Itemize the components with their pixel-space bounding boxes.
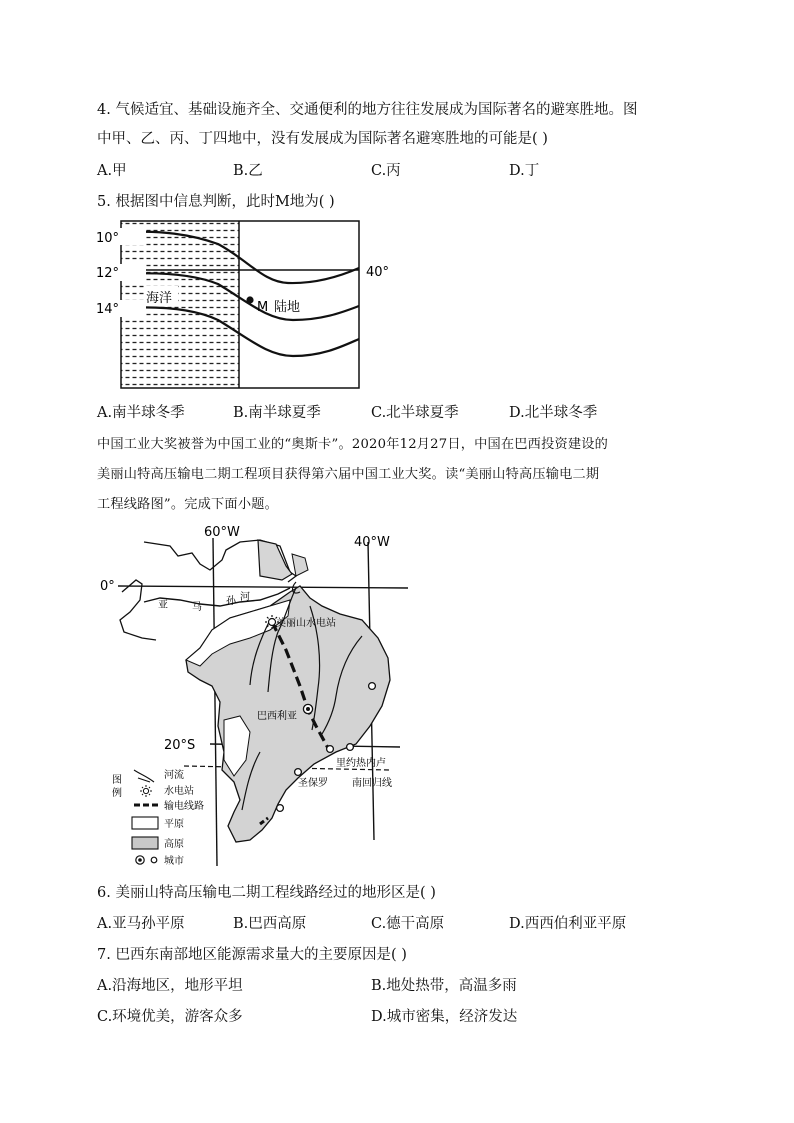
passage-line2: 美丽山特高压输电二期工程项目获得第六届中国工业大奖。读“美丽山特高压输电二期	[97, 467, 600, 482]
lat-label-0: 0°	[100, 579, 115, 594]
ne-city-icon	[369, 683, 376, 690]
rio-label: 里约热内卢	[336, 758, 386, 769]
passage-line3: 工程线路图”。完成下面小题。	[97, 497, 278, 512]
legend-plateau-icon	[132, 837, 158, 849]
capital-city-icon	[303, 704, 312, 713]
western-border	[120, 580, 156, 640]
q7-options-row2	[97, 1005, 717, 1027]
q4-options	[97, 159, 717, 181]
south-city-icon	[277, 805, 284, 812]
legend-city: 城市	[164, 856, 184, 867]
legend-hydro: 水电站	[164, 786, 194, 797]
lat-label-20s: 20°S	[164, 738, 196, 753]
legend-city-icon	[136, 856, 157, 864]
equator-line	[118, 586, 408, 588]
passage-line1: 中国工业大奖被誉为中国工业的“奥斯卡”。2020年12月27日，中国在巴西投资建设的	[97, 437, 609, 452]
legend-line: 输电线路	[164, 801, 204, 812]
q4-stem-line1: 4. 气候适宜、基础设施齐全、交通便利的地方往往发展成为国际著名的避寒胜地。图	[97, 102, 638, 118]
q4-option-a[interactable]: A.甲	[97, 163, 127, 179]
q5-option-b[interactable]: B.南半球夏季	[233, 405, 321, 421]
brazil-transmission-map	[100, 520, 420, 866]
point-m	[246, 296, 253, 303]
q4-option-d[interactable]: D.丁	[509, 163, 540, 179]
q5-option-c[interactable]: C.北半球夏季	[371, 405, 459, 421]
q5-stem: 5. 根据图中信息判断，此时M地为( )	[97, 194, 335, 210]
isotherm-label-14: 14°	[96, 302, 120, 317]
q7-option-b[interactable]: B.地处热带，高温多雨	[371, 978, 517, 994]
q4-option-c[interactable]: C.丙	[371, 163, 401, 179]
legend-plateau: 高原	[164, 839, 184, 850]
q6-option-c[interactable]: C.德干高原	[371, 916, 445, 932]
isotherm-figure	[96, 220, 398, 392]
q6-option-a[interactable]: A.亚马孙平原	[97, 916, 185, 932]
q7-stem: 7. 巴西东南部地区能源需求量大的主要原因是( )	[97, 947, 407, 963]
legend-title-2: 例	[112, 788, 122, 799]
coast-city-icon	[347, 744, 354, 751]
land-label: 陆地	[274, 300, 301, 315]
tropic-label: 南回归线	[352, 778, 392, 789]
isotherm-label-10: 10°	[96, 231, 120, 246]
q6-stem: 6. 美丽山特高压输电二期工程线路经过的地形区是( )	[97, 885, 436, 901]
brasilia-label: 巴西利亚	[257, 711, 297, 722]
q5-options	[97, 401, 717, 423]
lon-label-60w: 60°W	[204, 525, 240, 540]
legend-plain: 平原	[164, 819, 184, 830]
legend-title-1: 图	[112, 775, 122, 786]
lon-label-40w: 40°W	[354, 535, 390, 550]
q4-option-b[interactable]: B.乙	[233, 163, 263, 179]
legend-plain-icon	[132, 817, 158, 829]
q6-option-b[interactable]: B.巴西高原	[233, 916, 307, 932]
river-char-4: 河	[240, 592, 250, 603]
q7-option-d[interactable]: D.城市密集，经济发达	[371, 1009, 518, 1025]
q6-option-d[interactable]: D.西西伯利亚平原	[509, 916, 627, 932]
saopaulo-label: 圣保罗	[298, 778, 328, 789]
hydro-station-label: 美丽山水电站	[276, 618, 336, 629]
legend-river-icon	[134, 770, 154, 782]
ocean-label: 海洋	[146, 291, 173, 306]
river-char-1: 亚	[158, 600, 168, 611]
point-m-label: M	[257, 300, 269, 315]
isotherm-label-12: 12°	[96, 266, 120, 281]
q7-option-c[interactable]: C.环境优美，游客众多	[97, 1009, 243, 1025]
legend-hydro-icon	[140, 785, 152, 797]
q4-stem-line2: 中甲、乙、丙、丁四地中，没有发展成为国际著名避寒胜地的可能是( )	[97, 131, 548, 147]
q5-option-a[interactable]: A.南半球冬季	[97, 405, 185, 421]
rio-city-icon	[327, 746, 334, 753]
river-char-2: 马	[192, 602, 202, 613]
q6-options	[97, 912, 717, 934]
q7-options-row1	[97, 974, 717, 996]
legend-river: 河流	[164, 770, 184, 781]
q5-option-d[interactable]: D.北半球冬季	[509, 405, 598, 421]
river-char-3: 孙	[226, 596, 236, 607]
guiana-highland	[258, 540, 292, 580]
saopaulo-city-icon	[295, 769, 302, 776]
q7-option-a[interactable]: A.沿海地区，地形平坦	[97, 978, 243, 994]
latitude-label-40: 40°	[366, 265, 390, 280]
